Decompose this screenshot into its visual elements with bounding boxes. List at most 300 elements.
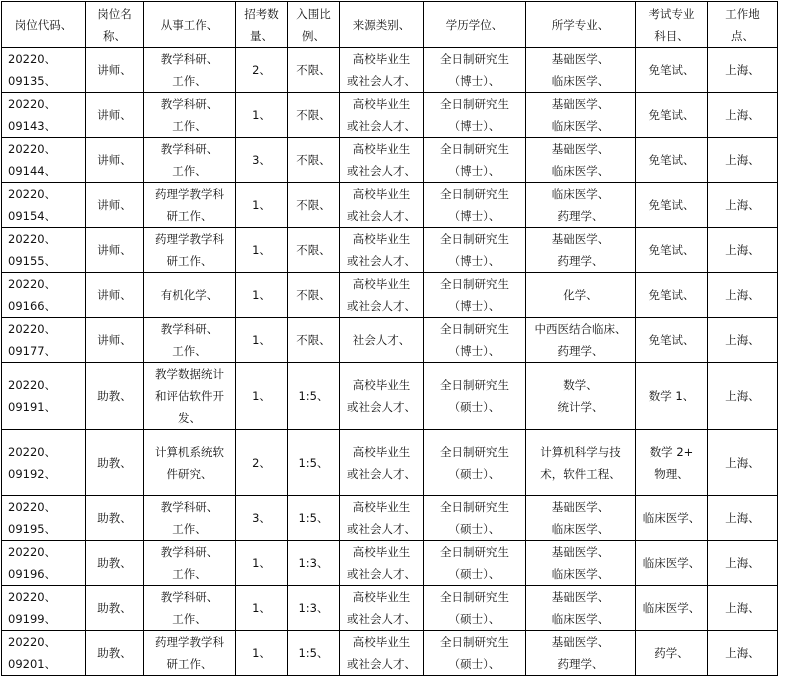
cell-quota <box>236 48 288 93</box>
cell-education <box>424 183 526 228</box>
cell-education <box>424 273 526 318</box>
cell-line: （硕士）、 <box>448 567 501 581</box>
cell-job-title <box>86 631 144 676</box>
cell-line: 高校毕业生 <box>352 378 411 392</box>
cell-job-title <box>86 273 144 318</box>
cell-major <box>526 430 636 496</box>
cell-line: 考试专业 <box>648 6 695 21</box>
cell-exam-subject <box>636 430 708 496</box>
cell-line: 术，软件工程、 <box>540 466 621 481</box>
cell-source-type <box>340 363 424 430</box>
cell-education <box>424 93 526 138</box>
cell-work-location <box>708 631 778 676</box>
table-row <box>2 318 778 363</box>
cell-exam-subject <box>636 48 708 93</box>
cell-work-content <box>144 541 236 586</box>
cell-line: 1、 <box>252 288 271 302</box>
cell-line: 基础医学、 <box>551 142 610 156</box>
cell-line: 工作、 <box>172 119 207 133</box>
cell-line: 高校毕业生 <box>352 444 411 459</box>
cell-line: 或社会人才、 <box>347 400 416 414</box>
cell-work-location <box>708 586 778 631</box>
cell-line: 基础医学、 <box>551 97 610 111</box>
cell-line: 或社会人才、 <box>347 299 416 313</box>
cell-line: 例、 <box>302 28 325 43</box>
cell-job-title <box>86 138 144 183</box>
cell-source-type <box>340 93 424 138</box>
header-job-title <box>86 2 144 48</box>
cell-line: 不限、 <box>296 108 331 122</box>
cell-line: 教学数据统计 <box>155 367 224 381</box>
cell-line: 临床医学、 <box>551 164 610 178</box>
cell-exam-subject <box>636 93 708 138</box>
cell-line: 教学科研、 <box>160 545 219 559</box>
cell-line: 工作、 <box>172 522 207 536</box>
cell-line: （硕士）、 <box>448 466 501 481</box>
cell-education <box>424 541 526 586</box>
cell-major <box>526 183 636 228</box>
table-row <box>2 496 778 541</box>
cell-line: 临床医学、 <box>551 74 610 88</box>
cell-line: 助教、 <box>97 511 132 525</box>
cell-line: 数学、 <box>563 378 598 392</box>
cell-job-title <box>86 430 144 496</box>
cell-quota <box>236 631 288 676</box>
cell-line: （博士）、 <box>448 209 501 223</box>
cell-line: 岗位名 <box>97 6 132 21</box>
cell-line: 工作、 <box>172 567 207 581</box>
cell-line: 09196、 <box>8 567 57 581</box>
cell-ratio <box>288 48 340 93</box>
cell-line: 3、 <box>252 511 271 525</box>
cell-line: 20220、 <box>8 277 57 291</box>
cell-job-title <box>86 496 144 541</box>
cell-exam-subject <box>636 363 708 430</box>
cell-line: 助教、 <box>97 646 132 660</box>
cell-line: 教学科研、 <box>160 500 219 514</box>
cell-ratio <box>288 363 340 430</box>
cell-line: 化学、 <box>563 288 598 302</box>
cell-ratio <box>288 228 340 273</box>
cell-line: 1:3、 <box>298 556 329 570</box>
cell-line: 上海、 <box>725 601 760 615</box>
cell-line: 上海、 <box>725 153 760 167</box>
table-row <box>2 228 778 273</box>
cell-line: （硕士）、 <box>448 522 501 536</box>
cell-work-location <box>708 273 778 318</box>
cell-job-code <box>2 430 86 496</box>
cell-line: 不限、 <box>296 333 331 347</box>
cell-work-content <box>144 183 236 228</box>
cell-job-code <box>2 273 86 318</box>
cell-work-content <box>144 363 236 430</box>
cell-line: 教学科研、 <box>160 142 219 156</box>
cell-line: 或社会人才、 <box>347 466 416 481</box>
cell-major <box>526 228 636 273</box>
cell-source-type <box>340 228 424 273</box>
cell-line: 高校毕业生 <box>352 187 411 201</box>
cell-line: 教学科研、 <box>160 97 219 111</box>
table-row <box>2 273 778 318</box>
cell-line: 基础医学、 <box>551 500 610 514</box>
cell-line: 不限、 <box>296 243 331 257</box>
cell-line: （硕士）、 <box>448 657 501 671</box>
cell-line: 1:5、 <box>298 389 329 403</box>
cell-line: 临床医学、 <box>551 567 610 581</box>
cell-line: 临床医学、 <box>551 522 610 536</box>
cell-line: 20220、 <box>8 590 57 604</box>
header-source-type <box>340 2 424 48</box>
cell-line: 免笔试、 <box>648 198 695 212</box>
cell-ratio <box>288 93 340 138</box>
cell-line: 点、 <box>731 28 754 43</box>
cell-line: 计算机系统软 <box>155 444 224 459</box>
cell-exam-subject <box>636 496 708 541</box>
cell-line: 学历学位、 <box>445 17 504 32</box>
cell-line: 工作、 <box>172 164 207 178</box>
cell-line: 09177、 <box>8 344 57 358</box>
cell-line: 助教、 <box>97 455 132 470</box>
cell-line: 科目、 <box>654 28 689 43</box>
cell-job-code <box>2 586 86 631</box>
cell-line: 上海、 <box>725 333 760 347</box>
cell-line: 讲师、 <box>97 243 132 257</box>
cell-exam-subject <box>636 586 708 631</box>
cell-line: 或社会人才、 <box>347 657 416 671</box>
cell-line: 临床医学、 <box>642 601 701 615</box>
cell-exam-subject <box>636 138 708 183</box>
header-work-content <box>144 2 236 48</box>
cell-line: 20220、 <box>8 378 57 392</box>
cell-line: 高校毕业生 <box>352 635 411 649</box>
cell-line: 09195、 <box>8 522 57 536</box>
cell-line: 岗位代码、 <box>14 17 73 32</box>
cell-line: 或社会人才、 <box>347 254 416 268</box>
cell-line: 高校毕业生 <box>352 52 411 66</box>
cell-line: 教学科研、 <box>160 590 219 604</box>
cell-line: 09201、 <box>8 657 57 671</box>
header-ratio <box>288 2 340 48</box>
cell-line: 全日制研究生 <box>440 378 509 392</box>
cell-line: 教学科研、 <box>160 52 219 66</box>
cell-line: 或社会人才、 <box>347 74 416 88</box>
cell-job-title <box>86 318 144 363</box>
cell-work-content <box>144 631 236 676</box>
cell-job-code <box>2 363 86 430</box>
cell-job-code <box>2 48 86 93</box>
cell-line: 1:5、 <box>298 511 329 525</box>
cell-line: 1、 <box>252 108 271 122</box>
cell-line: 09191、 <box>8 400 57 414</box>
cell-exam-subject <box>636 318 708 363</box>
cell-line: 高校毕业生 <box>352 232 411 246</box>
cell-education <box>424 48 526 93</box>
cell-work-content <box>144 48 236 93</box>
cell-job-code <box>2 318 86 363</box>
cell-line: 免笔试、 <box>648 333 695 347</box>
cell-job-title <box>86 228 144 273</box>
cell-line: 和评估软件开 <box>155 389 224 403</box>
cell-line: 讲师、 <box>97 63 132 77</box>
cell-line: 全日制研究生 <box>440 52 509 66</box>
cell-line: 全日制研究生 <box>440 635 509 649</box>
cell-line: 临床医学、 <box>642 511 701 525</box>
cell-line: 数学 2+ <box>649 444 694 459</box>
table-row <box>2 631 778 676</box>
cell-line: 1:5、 <box>298 646 329 660</box>
cell-quota <box>236 496 288 541</box>
cell-ratio <box>288 631 340 676</box>
cell-line: 免笔试、 <box>648 63 695 77</box>
cell-line: 临床医学、 <box>642 556 701 570</box>
cell-line: 1、 <box>252 333 271 347</box>
cell-line: 20220、 <box>8 52 57 66</box>
cell-line: 讲师、 <box>97 198 132 212</box>
cell-line: 量、 <box>250 28 273 43</box>
cell-line: 基础医学、 <box>551 232 610 246</box>
cell-line: 20220、 <box>8 187 57 201</box>
cell-line: （博士）、 <box>448 74 501 88</box>
cell-line: 招考数 <box>244 6 279 21</box>
table-row <box>2 430 778 496</box>
cell-major <box>526 363 636 430</box>
cell-line: 药理学教学科 <box>155 635 224 649</box>
cell-exam-subject <box>636 273 708 318</box>
cell-line: 高校毕业生 <box>352 590 411 604</box>
cell-job-code <box>2 541 86 586</box>
cell-quota <box>236 541 288 586</box>
cell-ratio <box>288 430 340 496</box>
cell-work-location <box>708 363 778 430</box>
cell-work-location <box>708 496 778 541</box>
cell-line: 1、 <box>252 601 271 615</box>
cell-line: 上海、 <box>725 389 760 403</box>
cell-line: 全日制研究生 <box>440 232 509 246</box>
cell-line: 讲师、 <box>97 288 132 302</box>
cell-quota <box>236 138 288 183</box>
cell-line: 09166、 <box>8 299 57 313</box>
cell-major <box>526 48 636 93</box>
cell-line: 20220、 <box>8 322 57 336</box>
cell-work-content <box>144 430 236 496</box>
cell-job-title <box>86 586 144 631</box>
cell-quota <box>236 93 288 138</box>
cell-work-content <box>144 586 236 631</box>
cell-line: 上海、 <box>725 198 760 212</box>
cell-line: 助教、 <box>97 601 132 615</box>
cell-line: 助教、 <box>97 556 132 570</box>
cell-line: 免笔试、 <box>648 108 695 122</box>
cell-line: 不限、 <box>296 63 331 77</box>
header-row <box>2 2 778 48</box>
cell-line: 基础医学、 <box>551 635 610 649</box>
cell-line: 工作地 <box>725 6 760 21</box>
cell-source-type <box>340 138 424 183</box>
cell-line: 研工作、 <box>166 209 213 223</box>
cell-quota <box>236 430 288 496</box>
cell-line: （博士）、 <box>448 164 501 178</box>
cell-education <box>424 228 526 273</box>
cell-line: 统计学、 <box>557 400 604 414</box>
cell-line: 教学科研、 <box>160 322 219 336</box>
cell-line: 上海、 <box>725 646 760 660</box>
cell-line: 20220、 <box>8 635 57 649</box>
cell-line: 1:3、 <box>298 601 329 615</box>
cell-job-title <box>86 183 144 228</box>
cell-source-type <box>340 496 424 541</box>
cell-job-code <box>2 93 86 138</box>
cell-line: 全日制研究生 <box>440 142 509 156</box>
cell-source-type <box>340 586 424 631</box>
cell-line: 物理、 <box>654 466 689 481</box>
cell-work-location <box>708 93 778 138</box>
cell-line: 20220、 <box>8 97 57 111</box>
cell-source-type <box>340 541 424 586</box>
cell-line: 临床医学、 <box>551 612 610 626</box>
cell-line: 09143、 <box>8 119 57 133</box>
table-row <box>2 183 778 228</box>
cell-major <box>526 496 636 541</box>
cell-line: 免笔试、 <box>648 243 695 257</box>
cell-line: 中西医结合临床、 <box>534 322 627 336</box>
cell-line: 药学、 <box>654 646 689 660</box>
header-quota <box>236 2 288 48</box>
cell-line: 研工作、 <box>166 254 213 268</box>
cell-job-code <box>2 631 86 676</box>
cell-line: 药理学、 <box>557 254 604 268</box>
cell-work-location <box>708 228 778 273</box>
cell-line: 或社会人才、 <box>347 119 416 133</box>
cell-line: 高校毕业生 <box>352 142 411 156</box>
cell-quota <box>236 318 288 363</box>
cell-job-title <box>86 541 144 586</box>
cell-quota <box>236 363 288 430</box>
cell-line: 高校毕业生 <box>352 277 411 291</box>
cell-education <box>424 318 526 363</box>
cell-line: 1、 <box>252 198 271 212</box>
cell-line: 09135、 <box>8 74 57 88</box>
cell-line: （博士）、 <box>448 119 501 133</box>
cell-line: 不限、 <box>296 288 331 302</box>
cell-ratio <box>288 318 340 363</box>
cell-source-type <box>340 430 424 496</box>
header-work-location <box>708 2 778 48</box>
cell-line: 基础医学、 <box>551 545 610 559</box>
cell-major <box>526 631 636 676</box>
cell-source-type <box>340 631 424 676</box>
cell-line: 全日制研究生 <box>440 187 509 201</box>
header-job-code <box>2 2 86 48</box>
table-row <box>2 138 778 183</box>
cell-line: 药理学教学科 <box>155 232 224 246</box>
cell-work-location <box>708 138 778 183</box>
cell-line: 基础医学、 <box>551 590 610 604</box>
cell-line: 讲师、 <box>97 108 132 122</box>
table-row <box>2 586 778 631</box>
cell-line: 社会人才、 <box>352 333 411 347</box>
cell-line: 从事工作、 <box>160 17 219 32</box>
cell-work-location <box>708 430 778 496</box>
cell-major <box>526 93 636 138</box>
cell-exam-subject <box>636 541 708 586</box>
cell-line: 称、 <box>103 28 126 43</box>
cell-line: 全日制研究生 <box>440 444 509 459</box>
cell-work-content <box>144 228 236 273</box>
cell-line: （博士）、 <box>448 254 501 268</box>
cell-line: 上海、 <box>725 108 760 122</box>
cell-line: 全日制研究生 <box>440 590 509 604</box>
cell-work-content <box>144 93 236 138</box>
cell-line: 讲师、 <box>97 333 132 347</box>
cell-line: 或社会人才、 <box>347 567 416 581</box>
cell-line: 临床医学、 <box>551 187 610 201</box>
cell-line: 件研究、 <box>166 466 213 481</box>
cell-line: 上海、 <box>725 243 760 257</box>
cell-ratio <box>288 496 340 541</box>
cell-major <box>526 318 636 363</box>
cell-source-type <box>340 318 424 363</box>
cell-line: 高校毕业生 <box>352 500 411 514</box>
cell-line: 20220、 <box>8 232 57 246</box>
cell-line: 全日制研究生 <box>440 322 509 336</box>
cell-exam-subject <box>636 183 708 228</box>
cell-line: 工作、 <box>172 612 207 626</box>
cell-line: （硕士）、 <box>448 612 501 626</box>
cell-ratio <box>288 138 340 183</box>
cell-line: 药理学教学科 <box>155 187 224 201</box>
cell-exam-subject <box>636 631 708 676</box>
cell-line: 全日制研究生 <box>440 277 509 291</box>
cell-quota <box>236 183 288 228</box>
cell-line: 全日制研究生 <box>440 500 509 514</box>
cell-line: 有机化学、 <box>160 288 219 302</box>
cell-line: 药理学、 <box>557 209 604 223</box>
table-row <box>2 363 778 430</box>
cell-line: 09192、 <box>8 466 57 481</box>
cell-job-title <box>86 363 144 430</box>
cell-line: 1、 <box>252 389 271 403</box>
cell-line: 不限、 <box>296 153 331 167</box>
cell-line: 1、 <box>252 556 271 570</box>
cell-job-code <box>2 496 86 541</box>
cell-job-code <box>2 228 86 273</box>
cell-source-type <box>340 273 424 318</box>
cell-line: 基础医学、 <box>551 52 610 66</box>
cell-line: 或社会人才、 <box>347 522 416 536</box>
cell-line: 讲师、 <box>97 153 132 167</box>
cell-education <box>424 138 526 183</box>
cell-line: 药理学、 <box>557 657 604 671</box>
cell-education <box>424 363 526 430</box>
cell-work-location <box>708 318 778 363</box>
cell-line: 全日制研究生 <box>440 97 509 111</box>
cell-line: 09154、 <box>8 209 57 223</box>
cell-source-type <box>340 48 424 93</box>
cell-line: 发、 <box>178 411 201 425</box>
cell-line: 20220、 <box>8 545 57 559</box>
cell-education <box>424 496 526 541</box>
cell-source-type <box>340 183 424 228</box>
cell-job-code <box>2 138 86 183</box>
cell-line: 上海、 <box>725 63 760 77</box>
cell-line: 助教、 <box>97 389 132 403</box>
cell-line: 上海、 <box>725 511 760 525</box>
cell-education <box>424 631 526 676</box>
cell-quota <box>236 586 288 631</box>
cell-ratio <box>288 541 340 586</box>
cell-line: 09199、 <box>8 612 57 626</box>
cell-line: 1、 <box>252 646 271 660</box>
